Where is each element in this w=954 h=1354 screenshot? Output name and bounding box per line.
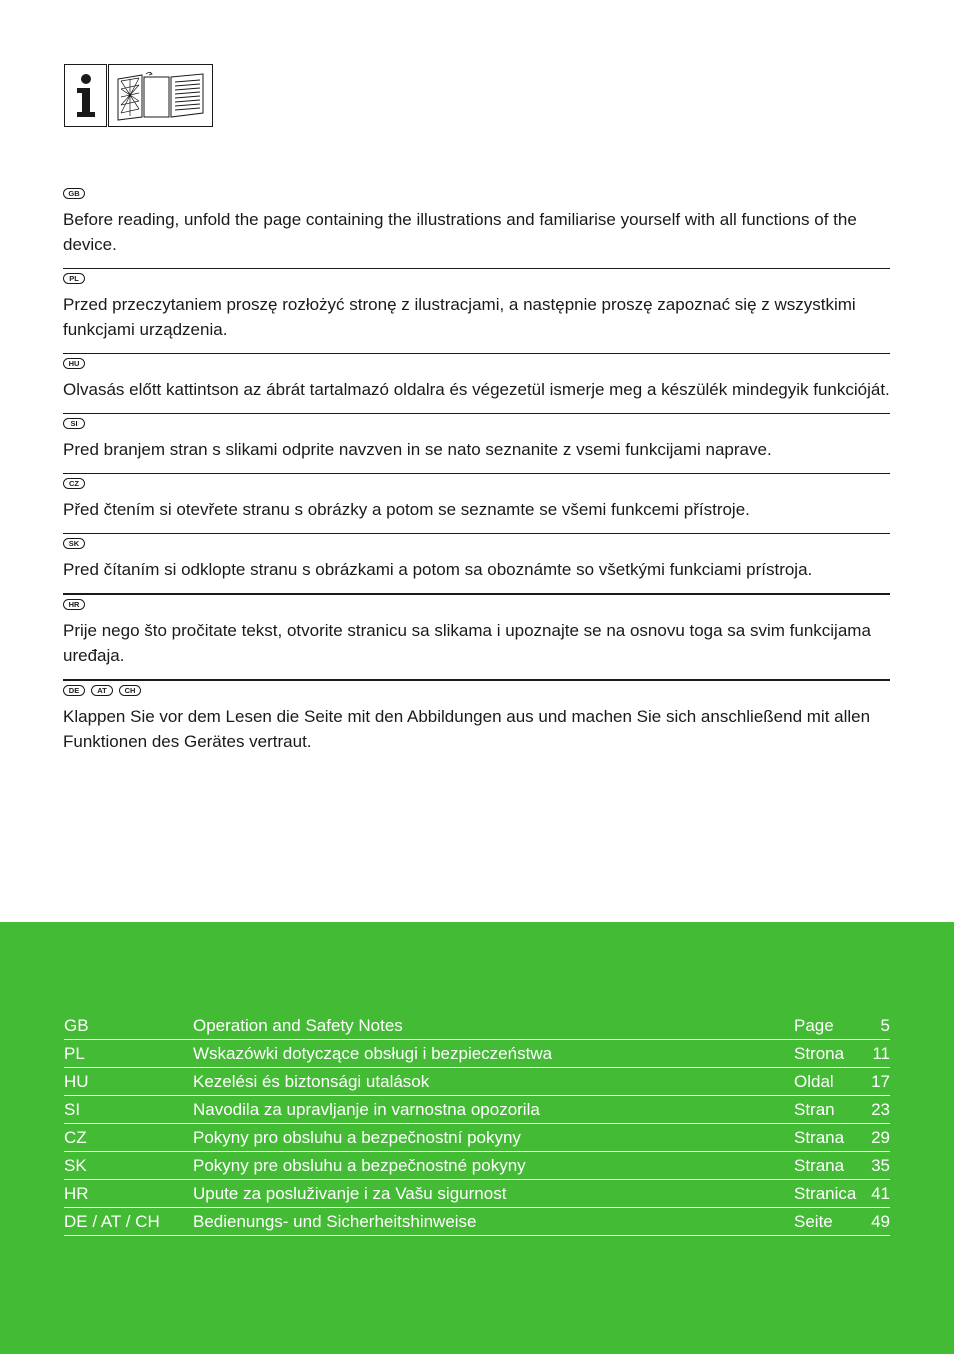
toc-title: Pokyny pro obsluhu a bezpečnostní pokyny: [193, 1128, 521, 1147]
section-text: Pred branjem stran s slikami odprite navzven in se nato seznanite z vsemi funkcijami naprave.: [63, 440, 772, 459]
language-badges: [63, 185, 890, 201]
language-badge: AT: [91, 685, 113, 696]
toc-row[interactable]: [64, 1041, 890, 1068]
toc-page-label: Strona: [794, 1044, 845, 1063]
language-badge: HR: [63, 599, 85, 610]
toc-page-number: 29: [871, 1128, 890, 1147]
language-badge: CH: [119, 685, 141, 696]
language-badges: [63, 475, 890, 491]
toc-page-label: Stranica: [794, 1184, 857, 1203]
language-badge: GB: [63, 188, 85, 199]
toc-page-number: 35: [871, 1156, 890, 1175]
language-badge: CZ: [63, 478, 85, 489]
toc-page-number: 41: [871, 1184, 890, 1203]
section-cz: [63, 474, 890, 534]
toc-page-number: 49: [871, 1212, 890, 1231]
instruction-sections: [63, 184, 890, 765]
section-hr: [63, 595, 890, 681]
toc-row[interactable]: [64, 1209, 890, 1236]
toc-page-label: Strana: [794, 1128, 845, 1147]
toc-row[interactable]: [64, 1069, 890, 1096]
section-text: Olvasás előtt kattintson az ábrát tartalmazó oldalra és végezetül ismerje meg a készülék mindegyik funkcióját.: [63, 380, 890, 399]
language-badge: HU: [63, 358, 85, 369]
language-badges: [63, 682, 890, 698]
section-pl: [63, 269, 890, 354]
toc-row[interactable]: [64, 1153, 890, 1180]
toc-page-number: 11: [872, 1044, 890, 1063]
toc-page-number: 23: [871, 1100, 890, 1119]
toc-row[interactable]: [64, 1181, 890, 1208]
unfold-page-icon: [108, 64, 213, 127]
language-badge: DE: [63, 685, 85, 696]
toc-page-label: Page: [794, 1016, 834, 1035]
toc-language: HU: [64, 1072, 89, 1091]
section-si: [63, 414, 890, 474]
toc-title: Pokyny pre obsluhu a bezpečnostné pokyny: [193, 1156, 526, 1175]
toc-row[interactable]: [64, 1125, 890, 1152]
section-text: Przed przeczytaniem proszę rozłożyć stronę z ilustracjami, a następnie proszę zapoznać się z wszystkimi funkcjami urządzenia.: [63, 295, 856, 339]
toc-row[interactable]: [64, 1097, 890, 1124]
toc-title: Operation and Safety Notes: [193, 1016, 403, 1035]
toc-language: DE / AT / CH: [64, 1212, 160, 1231]
toc-title: Upute za posluživanje i za Vašu sigurnost: [193, 1184, 507, 1203]
toc-language: GB: [64, 1016, 89, 1035]
section-de-at-ch: [63, 681, 890, 765]
section-gb: [63, 184, 890, 269]
toc-page-label: Oldal: [794, 1072, 834, 1091]
section-text: Prije nego što pročitate tekst, otvorite stranicu sa slikama i upoznajte se na osnovu toga sa svim funkcijama uređaja.: [63, 621, 871, 665]
info-icon: [64, 64, 107, 127]
section-text: Before reading, unfold the page containing the illustrations and familiarise yourself with all functions of the device.: [63, 210, 857, 254]
toc-title: Kezelési és biztonsági utalások: [193, 1072, 430, 1091]
section-sk: [63, 534, 890, 595]
language-badge: SK: [63, 538, 85, 549]
toc-title: Navodila za upravljanje in varnostna opozorila: [193, 1100, 540, 1119]
toc-title: Bedienungs- und Sicherheitshinweise: [193, 1212, 477, 1231]
toc-row[interactable]: [64, 1013, 890, 1040]
toc-title: Wskazówki dotyczące obsługi i bezpieczeństwa: [193, 1044, 553, 1063]
language-badges: [63, 270, 890, 286]
toc-language: SI: [64, 1100, 81, 1119]
language-badges: [63, 596, 890, 612]
language-badges: [63, 535, 890, 551]
table-of-contents: [64, 1013, 890, 1237]
section-text: Před čtením si otevřete stranu s obrázky a potom se seznamte se všemi funkcemi přístroje.: [63, 500, 750, 519]
toc-page-label: Seite: [794, 1212, 833, 1231]
toc-page-label: Stran: [794, 1100, 835, 1119]
section-text: Klappen Sie vor dem Lesen die Seite mit den Abbildungen aus und machen Sie sich anschließend mit allen Funktionen des Gerätes vertraut.: [63, 707, 871, 751]
section-hu: [63, 354, 890, 414]
toc-language: HR: [64, 1184, 89, 1203]
toc-language: SK: [64, 1156, 87, 1175]
toc-language: CZ: [64, 1128, 87, 1147]
language-badge: PL: [63, 273, 85, 284]
info-icons: [64, 64, 213, 129]
toc-language: PL: [64, 1044, 85, 1063]
language-badges: [63, 415, 890, 431]
toc-page-number: 5: [880, 1016, 890, 1035]
toc-page-label: Strana: [794, 1156, 845, 1175]
toc-page-number: 17: [871, 1072, 890, 1091]
language-badge: SI: [63, 418, 85, 429]
section-text: Pred čítaním si odklopte stranu s obrázkami a potom sa oboznámte so všetkými funkciami prístroja.: [63, 560, 813, 579]
language-badges: [63, 355, 890, 371]
